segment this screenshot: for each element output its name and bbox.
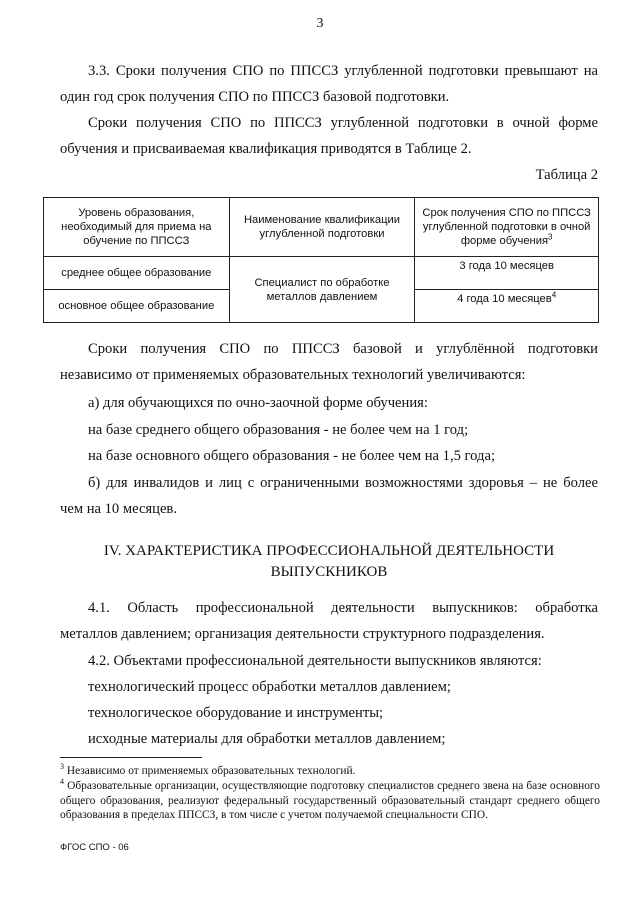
increase-item-a2: на базе основного общего образования - не более чем на 1,5 года; xyxy=(88,448,496,464)
row-1-term: 3 года 10 месяцев xyxy=(415,257,599,290)
header-term xyxy=(415,198,599,257)
document-code: ФГОС СПО - 06 xyxy=(60,842,129,853)
increase-item-b-line-2: чем на 10 месяцев. xyxy=(60,501,177,517)
footnote-3-text: Независимо от применяемых образовательных технологий. xyxy=(66,765,356,777)
list-item: исходные материалы для обработки металлов давлением; xyxy=(88,731,446,747)
footnote-3-marker: 3 xyxy=(60,762,64,772)
paragraph-4-1-line-2: металлов давлением; организация деятельности структурного подразделения. xyxy=(60,626,545,642)
row-2-term xyxy=(415,290,599,323)
footnote-4-marker: 4 xyxy=(60,777,64,787)
footnote-separator xyxy=(60,757,202,758)
table-header-row xyxy=(44,198,599,257)
paragraph-4-1-line-1: 4.1. Область профессиональной деятельности выпускников: обработка xyxy=(88,600,598,616)
list-item: технологический процесс обработки металлов давлением; xyxy=(88,679,451,695)
footnote-4 xyxy=(60,779,600,823)
table-caption: Таблица 2 xyxy=(535,167,598,183)
footnote-ref-4: 4 xyxy=(551,290,557,300)
header-education-level: Уровень образования, необходимый для приема на обучение по ППССЗ xyxy=(44,198,230,257)
increase-line-1: Сроки получения СПО по ППССЗ базовой и углублённой подготовки xyxy=(88,341,598,357)
header-term-text: Срок получения СПО по ППССЗ углубленной подготовки в очной форме обучения xyxy=(422,207,591,247)
increase-item-b-line-1: б) для инвалидов и лиц с ограниченными возможностями здоровья – не более xyxy=(88,475,598,491)
row-2-level: основное общее образование xyxy=(44,290,230,323)
section-title-line-2: ВЫПУСКНИКОВ xyxy=(270,564,388,580)
page-number: 3 xyxy=(316,16,324,31)
row-2-term-text: 4 года 10 месяцев xyxy=(457,293,552,305)
section-title-line-1: IV. ХАРАКТЕРИСТИКА ПРОФЕССИОНАЛЬНОЙ ДЕЯТЕЛЬНОСТИ xyxy=(103,543,555,559)
increase-line-2: независимо от применяемых образовательных технологий увеличиваются: xyxy=(60,367,526,383)
footnote-3 xyxy=(60,764,600,779)
table-intro-line-1: Сроки получения СПО по ППССЗ углубленной подготовки в очной форме xyxy=(88,115,598,131)
paragraph-4-2: 4.2. Объектами профессиональной деятельности выпускников являются: xyxy=(88,653,542,669)
paragraph-3-3-line-1: 3.3. Сроки получения СПО по ППССЗ углубленной подготовки превышают на xyxy=(88,63,598,79)
paragraph-3-3-line-2: один год срок получения СПО по ППССЗ базовой подготовки. xyxy=(60,89,450,105)
row-1-level: среднее общее образование xyxy=(44,257,230,290)
qualification-cell: Специалист по обработке металлов давлением xyxy=(229,257,415,323)
table-row xyxy=(44,257,599,290)
footnote-4-text: Образовательные организации, осуществляющие подготовку специалистов среднего звена на базе основного общего образования, реализуют федеральный государственный образовательный стандарт среднего общего образования в пределах ППССЗ, в том числе с учетом получаемой специальности СПО. xyxy=(60,780,600,822)
footnote-ref-3: 3 xyxy=(548,232,553,242)
list-item: технологическое оборудование и инструменты; xyxy=(88,705,384,721)
increase-item-a: а) для обучающихся по очно-заочной форме обучения: xyxy=(88,395,428,411)
qualification-table xyxy=(43,197,599,323)
increase-item-a1: на базе среднего общего образования - не более чем на 1 год; xyxy=(88,422,469,438)
table-intro-line-2: обучения и присваиваемая квалификация приводятся в Таблице 2. xyxy=(60,141,472,157)
header-qualification: Наименование квалификации углубленной подготовки xyxy=(229,198,415,257)
